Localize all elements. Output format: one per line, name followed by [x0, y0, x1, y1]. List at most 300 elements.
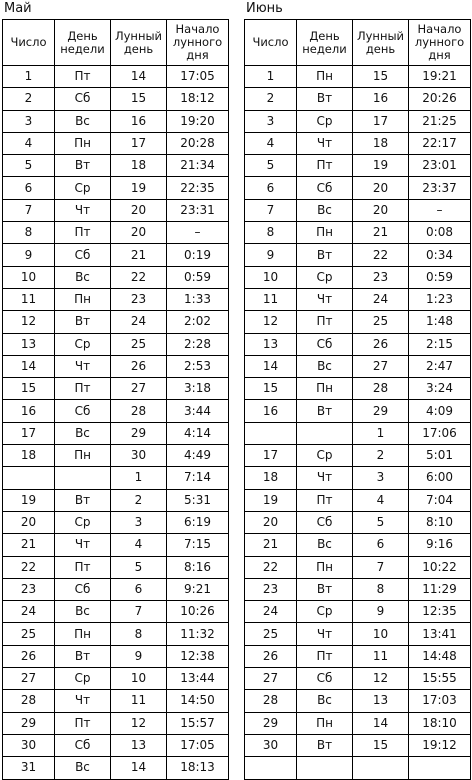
table-row	[3, 400, 229, 422]
cell-date: 5	[3, 155, 55, 177]
cell-date: 2	[3, 88, 55, 110]
cell-lunar-day: 28	[353, 378, 409, 400]
cell-lunar-day: 19	[353, 155, 409, 177]
cell-lunar-day-start: 21:25	[409, 110, 471, 132]
cell-lunar-day-start: 17:06	[409, 422, 471, 444]
cell-lunar-day: 16	[111, 110, 167, 132]
table-row	[245, 177, 471, 199]
table-row	[3, 222, 229, 244]
cell-weekday: Сб	[55, 734, 111, 756]
cell-lunar-day-start: 11:32	[167, 623, 229, 645]
table-row	[245, 355, 471, 377]
cell-lunar-day: 1	[111, 467, 167, 489]
cell-weekday: Чт	[297, 132, 353, 154]
cell-date: 29	[245, 712, 297, 734]
cell-lunar-day: 16	[353, 88, 409, 110]
cell-weekday: Ср	[297, 110, 353, 132]
cell-lunar-day: 14	[111, 66, 167, 88]
cell-lunar-day: 29	[111, 422, 167, 444]
table-row	[3, 467, 229, 489]
cell-lunar-day-start: 18:13	[167, 757, 229, 779]
table-row	[245, 132, 471, 154]
cell-weekday: Вт	[297, 578, 353, 600]
june-table-body	[245, 66, 471, 780]
table-row	[3, 668, 229, 690]
cell-date: 1	[245, 66, 297, 88]
cell-lunar-day: 17	[111, 132, 167, 154]
cell-lunar-day-start: 8:16	[167, 556, 229, 578]
cell-lunar-day: 14	[353, 712, 409, 734]
cell-date: 17	[3, 422, 55, 444]
table-row	[3, 110, 229, 132]
cell-lunar-day: 27	[353, 355, 409, 377]
cell-date: 24	[245, 601, 297, 623]
table-row	[3, 88, 229, 110]
cell-weekday: Сб	[55, 578, 111, 600]
cell-weekday: Чт	[297, 288, 353, 310]
table-header-row	[245, 20, 471, 66]
cell-lunar-day-start: 20:26	[409, 88, 471, 110]
cell-date: 3	[3, 110, 55, 132]
table-row	[245, 155, 471, 177]
cell-date: 4	[245, 132, 297, 154]
table-row	[3, 556, 229, 578]
cell-lunar-day-start: 14:50	[167, 690, 229, 712]
cell-date: 23	[3, 578, 55, 600]
cell-weekday: Вс	[297, 534, 353, 556]
cell-lunar-day: 28	[111, 400, 167, 422]
cell-lunar-day-start: 22:35	[167, 177, 229, 199]
cell-lunar-day: 26	[111, 355, 167, 377]
cell-date	[245, 757, 297, 779]
cell-date: 15	[3, 378, 55, 400]
cell-lunar-day: 4	[353, 489, 409, 511]
table-row	[3, 712, 229, 734]
cell-weekday: Пн	[55, 445, 111, 467]
cell-lunar-day-start: 3:24	[409, 378, 471, 400]
cell-weekday: Вс	[55, 110, 111, 132]
cell-lunar-day: 10	[111, 668, 167, 690]
cell-lunar-day-start: 7:04	[409, 489, 471, 511]
cell-weekday: Пт	[297, 311, 353, 333]
table-row	[3, 757, 229, 779]
cell-weekday: Вс	[55, 601, 111, 623]
cell-weekday: Вс	[55, 422, 111, 444]
cell-date: 13	[245, 333, 297, 355]
cell-weekday: Пт	[297, 645, 353, 667]
table-row	[3, 489, 229, 511]
cell-lunar-day: 21	[353, 222, 409, 244]
cell-lunar-day: 9	[111, 645, 167, 667]
table-row	[245, 88, 471, 110]
cell-lunar-day: 1	[353, 422, 409, 444]
cell-lunar-day-start: 0:34	[409, 244, 471, 266]
cell-weekday: Сб	[55, 400, 111, 422]
cell-date: 7	[245, 199, 297, 221]
cell-weekday: Чт	[297, 467, 353, 489]
header-date: Число	[3, 20, 55, 66]
cell-date	[245, 422, 297, 444]
table-row	[245, 645, 471, 667]
table-row	[3, 132, 229, 154]
table-row	[3, 266, 229, 288]
month-title-may: Май	[4, 1, 32, 16]
cell-weekday: Чт	[297, 623, 353, 645]
cell-lunar-day: 20	[111, 222, 167, 244]
cell-lunar-day: 9	[353, 601, 409, 623]
cell-lunar-day: 8	[111, 623, 167, 645]
cell-weekday: Вт	[55, 489, 111, 511]
cell-lunar-day-start: 23:01	[409, 155, 471, 177]
cell-lunar-day-start: 10:22	[409, 556, 471, 578]
cell-date: 24	[3, 601, 55, 623]
cell-date: 19	[3, 489, 55, 511]
cell-weekday	[297, 757, 353, 779]
cell-lunar-day: 22	[353, 244, 409, 266]
cell-weekday: Вс	[297, 199, 353, 221]
cell-weekday: Пт	[55, 222, 111, 244]
table-row	[245, 288, 471, 310]
cell-lunar-day-start: 19:12	[409, 734, 471, 756]
month-title-june: Июнь	[246, 1, 283, 16]
cell-weekday: Ср	[297, 601, 353, 623]
cell-lunar-day: 30	[111, 445, 167, 467]
cell-weekday: Ср	[297, 445, 353, 467]
cell-lunar-day-start: 19:20	[167, 110, 229, 132]
may-lunar-table	[2, 19, 229, 780]
header-weekday: День недели	[297, 20, 353, 66]
cell-weekday: Сб	[297, 668, 353, 690]
table-row	[3, 623, 229, 645]
table-row	[3, 601, 229, 623]
cell-date: 1	[3, 66, 55, 88]
cell-lunar-day: 25	[353, 311, 409, 333]
cell-lunar-day-start: 21:34	[167, 155, 229, 177]
cell-lunar-day-start: 9:16	[409, 534, 471, 556]
cell-lunar-day: 15	[353, 734, 409, 756]
cell-lunar-day-start: 14:48	[409, 645, 471, 667]
cell-lunar-day-start: 9:21	[167, 578, 229, 600]
table-row	[3, 199, 229, 221]
cell-weekday: Пн	[55, 623, 111, 645]
cell-lunar-day-start: 8:10	[409, 511, 471, 533]
cell-lunar-day: 10	[353, 623, 409, 645]
cell-lunar-day-start: 17:05	[167, 734, 229, 756]
cell-weekday: Чт	[55, 690, 111, 712]
cell-lunar-day: 4	[111, 534, 167, 556]
cell-lunar-day: 27	[111, 378, 167, 400]
cell-lunar-day: 15	[353, 66, 409, 88]
cell-weekday: Чт	[55, 199, 111, 221]
cell-weekday: Пт	[55, 712, 111, 734]
cell-date: 12	[245, 311, 297, 333]
cell-weekday: Ср	[55, 333, 111, 355]
cell-weekday: Вс	[297, 355, 353, 377]
cell-lunar-day: 14	[111, 757, 167, 779]
cell-lunar-day-start: 19:21	[409, 66, 471, 88]
table-row	[245, 378, 471, 400]
table-row	[3, 177, 229, 199]
cell-date: 21	[245, 534, 297, 556]
cell-date: 18	[245, 467, 297, 489]
cell-weekday: Пн	[297, 556, 353, 578]
cell-weekday: Пн	[297, 378, 353, 400]
cell-weekday: Сб	[55, 244, 111, 266]
may-table-body	[3, 66, 229, 780]
cell-lunar-day-start: 13:41	[409, 623, 471, 645]
cell-lunar-day: 25	[111, 333, 167, 355]
table-row	[245, 757, 471, 779]
cell-lunar-day-start: 22:17	[409, 132, 471, 154]
cell-lunar-day-start: 17:03	[409, 690, 471, 712]
cell-lunar-day-start: 20:28	[167, 132, 229, 154]
cell-lunar-day: 6	[111, 578, 167, 600]
cell-weekday: Сб	[297, 511, 353, 533]
cell-date: 9	[245, 244, 297, 266]
cell-weekday: Пт	[297, 155, 353, 177]
header-date: Число	[245, 20, 297, 66]
cell-weekday: Пн	[55, 288, 111, 310]
cell-date: 25	[245, 623, 297, 645]
may-section	[2, 0, 228, 780]
cell-lunar-day-start: 17:05	[167, 66, 229, 88]
cell-lunar-day: 6	[353, 534, 409, 556]
cell-date: 4	[3, 132, 55, 154]
cell-date: 23	[245, 578, 297, 600]
cell-lunar-day-start: 0:59	[409, 266, 471, 288]
cell-lunar-day-start: 2:02	[167, 311, 229, 333]
cell-date: 6	[3, 177, 55, 199]
cell-date: 26	[3, 645, 55, 667]
cell-weekday: Сб	[55, 88, 111, 110]
cell-weekday	[297, 422, 353, 444]
cell-date: 27	[245, 668, 297, 690]
cell-weekday	[55, 467, 111, 489]
cell-weekday: Пт	[297, 489, 353, 511]
cell-weekday: Пт	[55, 378, 111, 400]
cell-lunar-day-start: 1:23	[409, 288, 471, 310]
cell-date: 20	[3, 511, 55, 533]
cell-lunar-day-start: 0:08	[409, 222, 471, 244]
cell-lunar-day-start: 2:15	[409, 333, 471, 355]
cell-lunar-day-start: 15:57	[167, 712, 229, 734]
cell-lunar-day: 11	[111, 690, 167, 712]
cell-weekday: Чт	[55, 355, 111, 377]
table-row	[3, 511, 229, 533]
cell-lunar-day-start: 18:10	[409, 712, 471, 734]
cell-lunar-day: 5	[353, 511, 409, 533]
cell-lunar-day-start: 5:31	[167, 489, 229, 511]
table-row	[245, 199, 471, 221]
cell-lunar-day-start: 3:18	[167, 378, 229, 400]
cell-lunar-day-start: 23:37	[409, 177, 471, 199]
june-lunar-table	[244, 19, 471, 780]
cell-date: 22	[3, 556, 55, 578]
table-row	[245, 445, 471, 467]
cell-lunar-day: 12	[353, 668, 409, 690]
cell-date: 29	[3, 712, 55, 734]
cell-lunar-day: 2	[353, 445, 409, 467]
table-row	[245, 690, 471, 712]
cell-weekday: Вт	[297, 734, 353, 756]
cell-lunar-day: 17	[353, 110, 409, 132]
cell-date: 17	[245, 445, 297, 467]
cell-date: 22	[245, 556, 297, 578]
cell-date: 26	[245, 645, 297, 667]
cell-lunar-day: 8	[353, 578, 409, 600]
cell-date	[3, 467, 55, 489]
cell-date: 12	[3, 311, 55, 333]
table-row	[245, 511, 471, 533]
cell-weekday: Пт	[55, 66, 111, 88]
cell-lunar-day-start: 1:33	[167, 288, 229, 310]
table-row	[245, 222, 471, 244]
table-row	[3, 378, 229, 400]
cell-lunar-day: 24	[353, 288, 409, 310]
cell-date: 2	[245, 88, 297, 110]
cell-lunar-day-start: –	[167, 222, 229, 244]
table-row	[245, 244, 471, 266]
cell-weekday: Вт	[297, 400, 353, 422]
cell-lunar-day-start: 0:59	[167, 266, 229, 288]
cell-date: 16	[245, 400, 297, 422]
cell-lunar-day-start: 6:00	[409, 467, 471, 489]
cell-date: 21	[3, 534, 55, 556]
cell-weekday: Вт	[297, 88, 353, 110]
header-lunar-day-start: Начало лунного дня	[409, 20, 471, 66]
cell-date: 10	[3, 266, 55, 288]
table-row	[245, 712, 471, 734]
cell-date: 30	[3, 734, 55, 756]
cell-lunar-day-start: 6:19	[167, 511, 229, 533]
cell-lunar-day-start: 2:28	[167, 333, 229, 355]
cell-date: 15	[245, 378, 297, 400]
table-row	[3, 645, 229, 667]
cell-lunar-day-start: 4:14	[167, 422, 229, 444]
cell-lunar-day: 29	[353, 400, 409, 422]
table-row	[3, 578, 229, 600]
cell-date: 11	[3, 288, 55, 310]
cell-lunar-day-start: 7:15	[167, 534, 229, 556]
cell-lunar-day-start: 0:19	[167, 244, 229, 266]
cell-lunar-day-start: 18:12	[167, 88, 229, 110]
cell-lunar-day: 12	[111, 712, 167, 734]
cell-weekday: Пн	[297, 66, 353, 88]
table-row	[3, 734, 229, 756]
table-row	[3, 244, 229, 266]
cell-lunar-day: 22	[111, 266, 167, 288]
cell-lunar-day: 21	[111, 244, 167, 266]
table-row	[245, 578, 471, 600]
cell-lunar-day: 26	[353, 333, 409, 355]
cell-date: 3	[245, 110, 297, 132]
cell-date: 5	[245, 155, 297, 177]
cell-date: 20	[245, 511, 297, 533]
cell-lunar-day: 3	[111, 511, 167, 533]
table-row	[3, 311, 229, 333]
cell-lunar-day: 5	[111, 556, 167, 578]
cell-weekday: Чт	[55, 534, 111, 556]
table-row	[245, 556, 471, 578]
june-section	[244, 0, 470, 780]
cell-date: 31	[3, 757, 55, 779]
cell-weekday: Пн	[55, 132, 111, 154]
table-row	[3, 534, 229, 556]
cell-lunar-day-start: 5:01	[409, 445, 471, 467]
cell-lunar-day: 7	[353, 556, 409, 578]
cell-date: 14	[245, 355, 297, 377]
cell-date: 28	[245, 690, 297, 712]
table-row	[245, 311, 471, 333]
cell-weekday: Вт	[55, 645, 111, 667]
cell-lunar-day: 18	[111, 155, 167, 177]
cell-lunar-day: 13	[111, 734, 167, 756]
cell-date: 27	[3, 668, 55, 690]
cell-date: 9	[3, 244, 55, 266]
table-row	[3, 355, 229, 377]
cell-lunar-day-start: 11:29	[409, 578, 471, 600]
cell-weekday: Пт	[55, 556, 111, 578]
table-row	[3, 333, 229, 355]
cell-weekday: Ср	[55, 668, 111, 690]
table-row	[245, 489, 471, 511]
cell-date: 11	[245, 288, 297, 310]
table-row	[3, 422, 229, 444]
cell-lunar-day-start: 3:44	[167, 400, 229, 422]
table-row	[245, 668, 471, 690]
table-row	[245, 623, 471, 645]
cell-lunar-day-start: 2:47	[409, 355, 471, 377]
cell-date: 6	[245, 177, 297, 199]
cell-lunar-day	[353, 757, 409, 779]
cell-date: 14	[3, 355, 55, 377]
header-lunar-day-start: Начало лунного дня	[167, 20, 229, 66]
cell-lunar-day-start: 7:14	[167, 467, 229, 489]
table-row	[3, 155, 229, 177]
cell-lunar-day-start: –	[409, 199, 471, 221]
cell-weekday: Вт	[55, 311, 111, 333]
cell-lunar-day-start: 23:31	[167, 199, 229, 221]
cell-weekday: Сб	[297, 333, 353, 355]
cell-date: 16	[3, 400, 55, 422]
table-row	[245, 734, 471, 756]
cell-lunar-day-start: 4:09	[409, 400, 471, 422]
cell-weekday: Вс	[55, 266, 111, 288]
table-row	[245, 266, 471, 288]
cell-date: 25	[3, 623, 55, 645]
cell-lunar-day: 20	[353, 199, 409, 221]
cell-lunar-day: 20	[353, 177, 409, 199]
cell-date: 18	[3, 445, 55, 467]
cell-date: 8	[245, 222, 297, 244]
cell-date: 8	[3, 222, 55, 244]
cell-date: 10	[245, 266, 297, 288]
cell-weekday: Вт	[297, 244, 353, 266]
cell-lunar-day: 18	[353, 132, 409, 154]
header-weekday: День недели	[55, 20, 111, 66]
cell-lunar-day: 20	[111, 199, 167, 221]
cell-lunar-day-start: 15:55	[409, 668, 471, 690]
table-header-row	[3, 20, 229, 66]
table-row	[3, 690, 229, 712]
cell-lunar-day: 15	[111, 88, 167, 110]
cell-weekday: Сб	[297, 177, 353, 199]
cell-weekday: Пн	[297, 712, 353, 734]
cell-lunar-day-start	[409, 757, 471, 779]
cell-weekday: Ср	[297, 266, 353, 288]
table-row	[245, 467, 471, 489]
cell-lunar-day: 11	[353, 645, 409, 667]
